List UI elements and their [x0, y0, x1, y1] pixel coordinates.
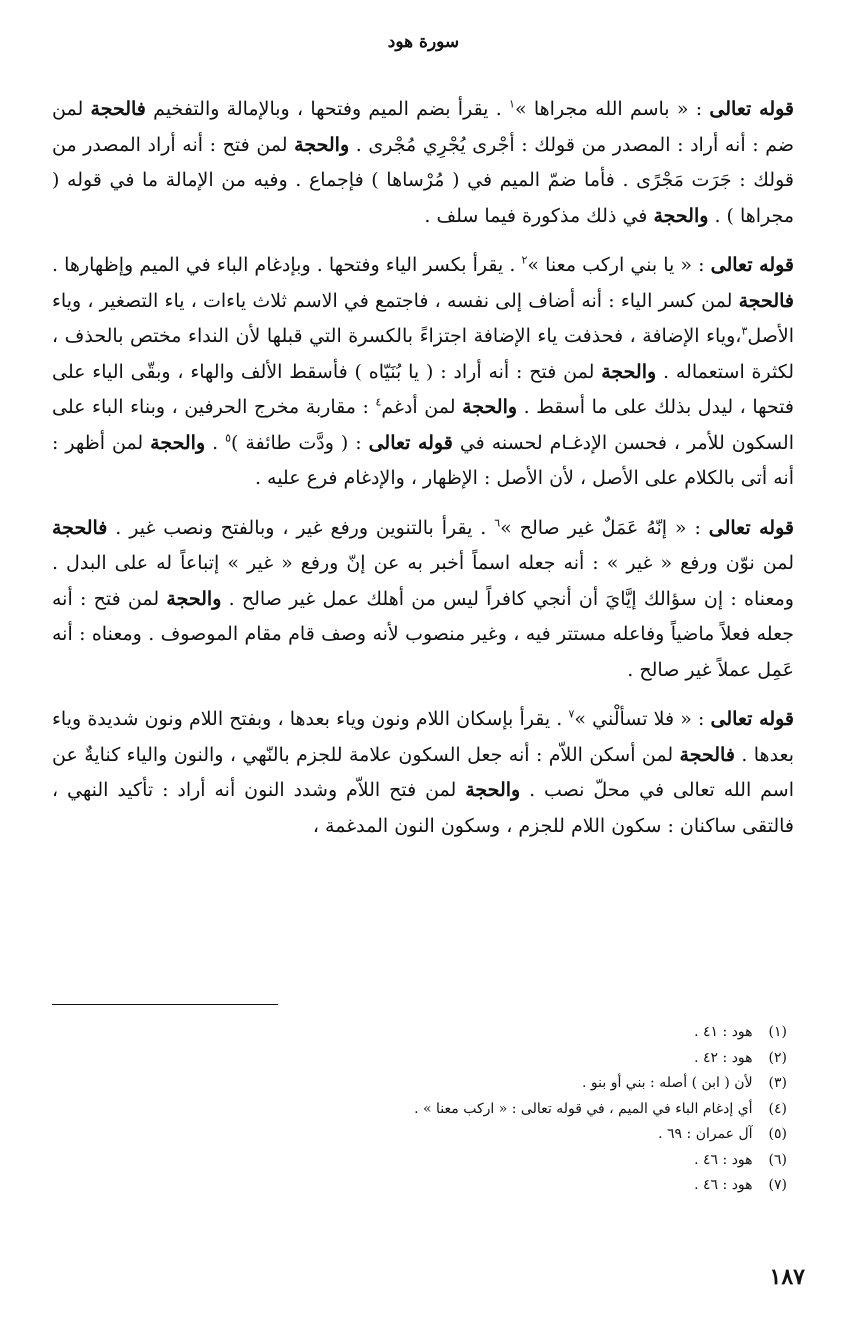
text-run: . يقرأ بالتنوين ورفع غير ، وبالفتح ونصب غير .: [107, 516, 495, 539]
footnote-item: [67, 1097, 787, 1123]
bold-term: والحجة: [465, 779, 521, 801]
text-run: لمن فتح : أنه جعله فعلاً ماضياً وفاعله مستتر فيه ، وغير منصوب لأنه وصف قام مقام الموصوف . ومعناه : أنه عَمِل عملاً غير صالح .: [52, 587, 794, 681]
text-run: لمن فتح : أنه أراد : ( يا بُنَيّاه ) فأسقط الألف والهاء ، وبقّى الياء على فتحها ، ليدل بذلك على ما أسقط .: [52, 360, 794, 418]
footnote-number: (١): [768, 1024, 787, 1040]
text-run: لمن كسر الياء : أنه أضاف إلى نفسه ، فاجتمع في الاسم ثلاث ياءات ، ياء التصغير ، وياء الأصل: [52, 289, 794, 347]
footnote-number: (٦): [768, 1151, 787, 1168]
bold-term: قوله تعالى: [708, 516, 794, 539]
bold-term: قوله تعالى: [709, 98, 795, 120]
text-run: لمن فتح : أنه أراد المصدر من قولك : جَرَت مَجْرًى . فأما ضمّ الميم في ( مُرْساها ) فإجماع . وفيه من الإمالة ما في قوله ( مجراها ) .: [52, 133, 794, 227]
bold-term: والحجة: [294, 133, 350, 156]
paragraph: [52, 511, 794, 689]
text-run: . يقرأ بضم الميم وفتحها ، وبالإمالة والتفخيم: [145, 98, 510, 120]
footnote-marker: ٤: [375, 395, 382, 409]
footnote-text: لأن ( ابن ) أصله : بني أو بنو .: [581, 1075, 757, 1091]
text-run: .: [205, 431, 226, 454]
paragraph: [52, 92, 794, 234]
text-run: : « إنّهُ عَمَلٌ غير صالح »: [500, 516, 709, 539]
text-run: . يقرأ بكسر الياء وفتحها . وبإدغام الباء في الميم وإظهارها .: [52, 254, 522, 276]
footnote-item: [67, 1148, 787, 1174]
bold-term: والحجة: [462, 396, 518, 418]
bold-term: فالحجة: [52, 516, 108, 539]
text-run: : « يا بني اركب معنا »: [527, 254, 711, 276]
footnote-separator: [52, 1004, 278, 1005]
bold-term: قوله تعالى: [368, 431, 453, 454]
footnote-number: (٧): [768, 1177, 787, 1193]
footnote-number: (٥): [768, 1126, 787, 1142]
bold-term: والحجة: [150, 431, 206, 454]
footnote-text: أي إدغام الباء في الميم ، في قوله تعالى : « اركب معنا » .: [414, 1100, 757, 1117]
footnote-marker: ٧: [568, 707, 575, 721]
footnote-text: هود : ٤١ .: [694, 1024, 757, 1040]
bold-term: قوله تعالى: [710, 254, 795, 276]
footnote-text: هود : ٤٦ .: [694, 1177, 757, 1193]
footnote-text: هود : ٤٦ .: [694, 1151, 757, 1168]
text-run: في ذلك مذكورة فيما سلف .: [424, 204, 654, 227]
footnote-item: [67, 1122, 787, 1148]
footnote-marker: ١: [509, 97, 515, 111]
text-run: لمن ضم : أنه أراد : المصدر من قولك : أجْرى يُجْرِي مُجْرى .: [52, 98, 794, 156]
text-run: : ( ودَّت طائفة ): [231, 431, 369, 454]
bold-term: والحجة: [653, 204, 709, 227]
text-run: ،وياء الإضافة ، فحذفت ياء الإضافة اجتزاءً بالكسرة التي قبلها لأن النداء مختص بالحذف ، لكثرة استعماله .: [52, 325, 794, 383]
bold-term: قوله تعالى: [710, 708, 795, 730]
footnote-number: (٣): [768, 1075, 787, 1091]
bold-term: والحجة: [166, 587, 222, 610]
text-run: : « باسم الله مجراها »: [514, 98, 710, 120]
bold-term: فالحجة: [738, 289, 794, 312]
footnote-text: هود : ٤٢ .: [694, 1049, 757, 1066]
text-run: لمن فتح اللاّم وشدد النون أنه أراد : تأكيد النهي ، فالتقى ساكنان : سكون اللام للجزم ، وسكون النون المدغمة ،: [52, 779, 794, 837]
text-run: لمن أسكن اللاّم : أنه جعل السكون علامة للجزم بالنّهي ، والنون والياء كنايةٌ عن اسم الله تعالى في محلّ نصب .: [52, 743, 794, 801]
bold-term: والحجة: [601, 360, 657, 383]
footnote-marker: ٢: [521, 253, 528, 267]
paragraph: [52, 248, 794, 497]
footnote-item: [67, 1173, 787, 1199]
footnote-number: (٤): [768, 1100, 787, 1117]
bold-term: فالحجة: [90, 98, 146, 120]
text-run: لمن أظهر : أنه أتى بالكلام على الأصل ، لأن الأصل : الإظهار ، والإدغام فرع عليه .: [52, 431, 794, 489]
footnote-text: آل عمران : ٦٩ .: [658, 1126, 757, 1142]
text-run: لمن نوّن ورفع « غير » : أنه جعله اسماً أخبر به عن إنّ ورفع « غير » إتباعاً له على البدل . ومعناه : إن سؤالك إيَّايَ أن أنجي كافراً ليس من أهلك عمل غير صالح .: [52, 552, 794, 610]
text-run: : مقاربة مخرج الحرفين ، وبناء الباء على السكون للأمر ، فحسن الإدغـام لحسنه في: [52, 396, 795, 454]
page-header-title: سورة هود: [387, 32, 460, 52]
footnote-marker: ٣: [741, 324, 748, 338]
footnote-marker: ٥: [225, 431, 232, 445]
bold-term: فالحجة: [679, 743, 735, 766]
text-run: . يقرأ بإسكان اللام ونون وياء بعدها ، وبفتح اللام ونون شديدة وياء بعدها .: [52, 708, 794, 766]
main-text: [52, 92, 794, 858]
footnote-number: (٢): [768, 1049, 787, 1066]
page-number: ١٨٧: [769, 1264, 805, 1290]
footnote-item: [67, 1020, 787, 1046]
paragraph: [52, 702, 794, 844]
footnotes: [67, 1020, 787, 1199]
footnote-item: [67, 1071, 787, 1097]
text-run: لمن أدغم: [381, 396, 463, 418]
footnote-item: [67, 1046, 787, 1072]
footnote-marker: ٦: [494, 516, 501, 530]
text-run: : « فلا تسألْني »: [574, 708, 711, 730]
